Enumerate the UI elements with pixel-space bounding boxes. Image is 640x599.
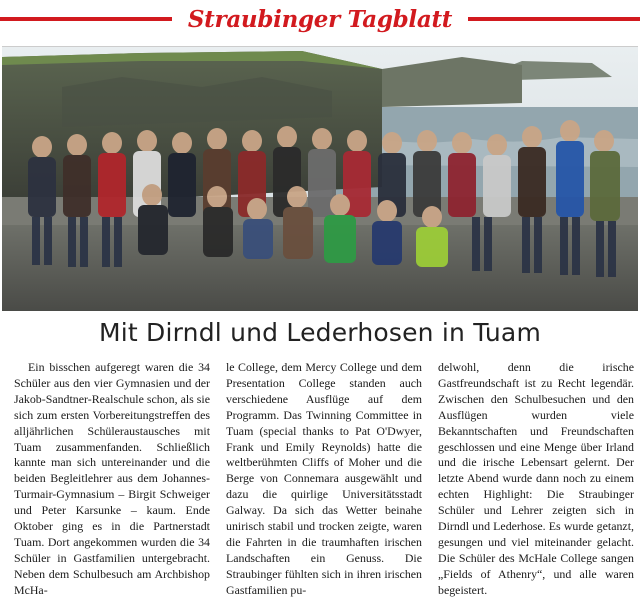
paragraph: delwohl, denn die irische Gastfreundschaft ist zu Recht legendär. Zwischen den Schulbesuchen und den Ausflügen wurden viele Bekanntschaften und Freundschaften geschlossen und eine Menge über Irland und die irische Lebensart gelernt. Der letzte Abend wurde dann noch zu einem echten Highlight: Die Straubinger Schüler und Lehrer zeigten sich in Dirndl und Lederhose. Es wurde getanzt, gesungen und viel miteinander gelacht. Die Schüler des McHale College sangen „Fields of Athenry“, und alle waren begeistert. (438, 360, 634, 597)
ground (2, 225, 638, 311)
article-column-2 (226, 360, 422, 597)
masthead-box (172, 2, 468, 36)
group-photo-illustration (2, 47, 638, 311)
article-headline: Mit Dirndl und Lederhosen in Tuam (98, 318, 542, 347)
masthead (0, 0, 640, 38)
paragraph: Ein bisschen aufgeregt waren die 34 Schüler aus den vier Gymnasien und der Jakob-Sandtner-Realschule schon, als sie sich zum ersten Vorbereitungstreffen des alljährlichen Schüleraustausches mit Tuam zusammenfanden. Schließlich kannte man sich untereinander und die beiden Begleitlehrer aus dem Johannes-Turmair-Gymnasium – Birgit Schweiger und Peter Karsunke – kaum. Ende Oktober ging es in die Partnerstadt Tuam. Dort angekommen wurden die 34 Schüler in Gastfamilien untergebracht. Neben dem Schulbesuch am Archbishop McHa- (14, 360, 210, 597)
article-body (14, 360, 634, 597)
group-photo (2, 46, 638, 311)
newspaper-title: Straubinger Tagblatt (187, 5, 453, 33)
article-column-3 (438, 360, 634, 597)
paragraph: le College, dem Mercy College und dem Presentation College standen auch verschiedene Ausflüge auf dem Programm. Das Twinning Committee in Tuam (special thanks to Pat O'Dwyer, Frank und Emily Reynolds) hatte die weltberühmten Cliffs of Moher und die Berge von Connemara ausgewählt und dazu die quirlige Universitätsstadt Galway. Da sich das Wetter beinahe unirisch stabil und trocken zeigte, waren die Fahrten in die traumhaften irischen Landschaften ein Genuss. Die Straubinger fühlten sich in ihren irischen Gastfamilien pu- (226, 360, 422, 597)
article-column-1 (14, 360, 210, 597)
